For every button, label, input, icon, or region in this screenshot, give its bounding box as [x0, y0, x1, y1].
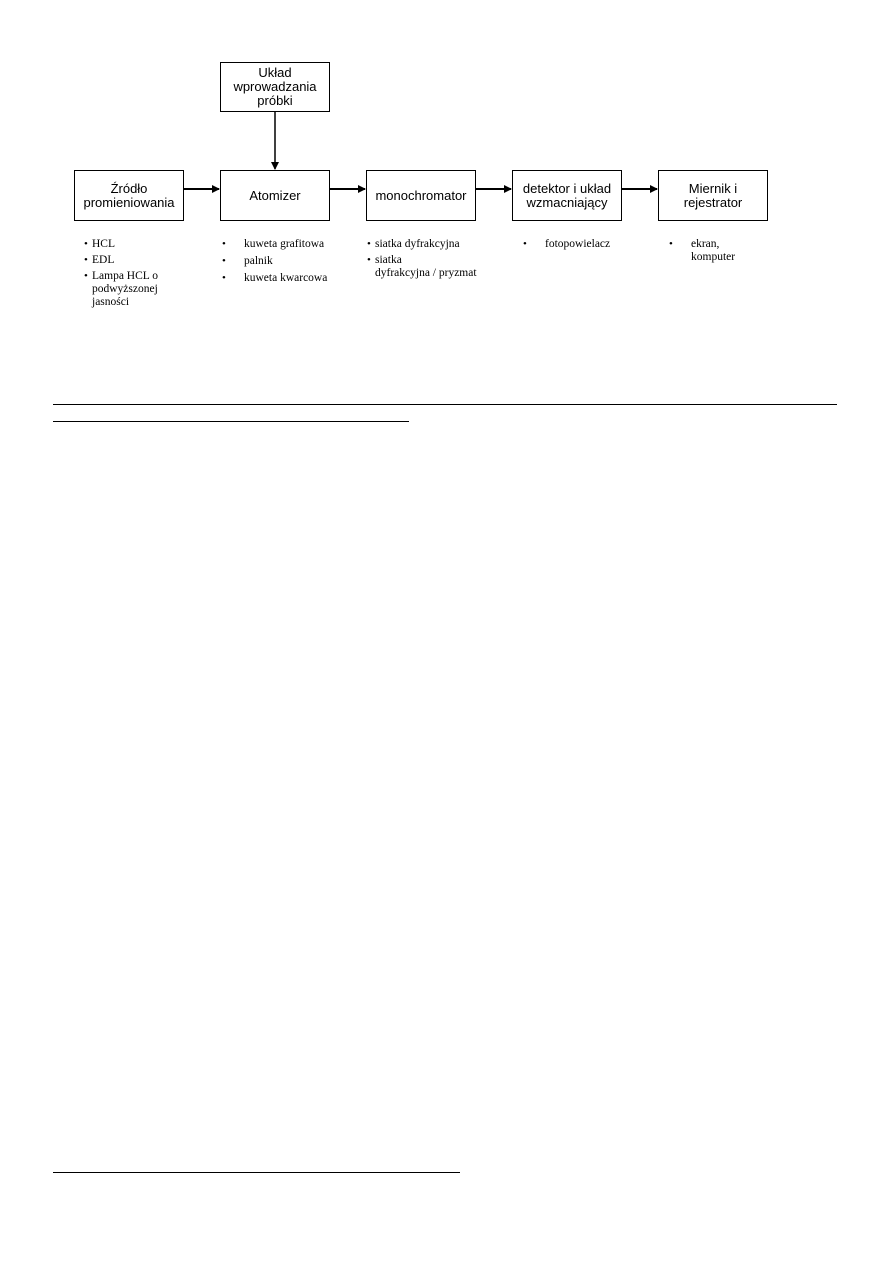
- list-item: • Lampa HCL o podwyższonej jasności: [84, 270, 159, 308]
- monochromator-label: monochromator: [375, 187, 467, 203]
- list-item: • HCL: [84, 238, 115, 250]
- radiation-source-box: [74, 170, 184, 221]
- sample-input-system-label: Układ wprowadzania próbki: [233, 65, 317, 108]
- answer-line: [53, 421, 409, 422]
- bullet-icon: •: [222, 255, 226, 267]
- meter-recorder-label: Miernik i rejestrator: [683, 180, 743, 210]
- bullet-icon: •: [222, 272, 226, 284]
- monochromator-box: [366, 170, 476, 221]
- bullet-icon: •: [523, 238, 527, 250]
- bullet-icon: •: [84, 254, 88, 266]
- bullet-icon: •: [84, 270, 88, 282]
- meter-recorder-box: [658, 170, 768, 221]
- bullet-icon: •: [367, 238, 371, 250]
- list-item: • kuweta grafitowa: [222, 238, 325, 250]
- bullet-icon: •: [669, 238, 673, 250]
- atomizer-box: [220, 170, 330, 221]
- bullet-icon: •: [222, 238, 226, 250]
- list-item: • kuweta kwarcowa: [222, 272, 328, 284]
- answer-line: [53, 1172, 460, 1173]
- list-item: • palnik: [222, 255, 273, 267]
- radiation-source-label: Źródło promieniowania: [83, 180, 175, 210]
- list-item: • EDL: [84, 254, 115, 266]
- sample-input-system-box: [220, 62, 330, 112]
- bullet-icon: •: [84, 238, 88, 250]
- bullet-icon: •: [367, 254, 371, 266]
- radiation-source-list: [84, 238, 194, 312]
- list-item: • siatka dyfrakcyjna / pryzmat: [367, 254, 477, 279]
- list-item: • ekran, komputer: [669, 238, 736, 263]
- atomizer-list: [222, 238, 352, 289]
- monochromator-list: [367, 238, 502, 283]
- detector-amplifier-label: detektor i układ wzmacniający: [522, 180, 612, 210]
- atomizer-label: Atomizer: [249, 187, 301, 203]
- detector-amplifier-box: [512, 170, 622, 221]
- meter-recorder-list: [669, 238, 779, 268]
- answer-line: [53, 404, 837, 405]
- list-item: • fotopowielacz: [523, 238, 611, 250]
- detector-list: [523, 238, 633, 255]
- list-item: • siatka dyfrakcyjna: [367, 238, 460, 250]
